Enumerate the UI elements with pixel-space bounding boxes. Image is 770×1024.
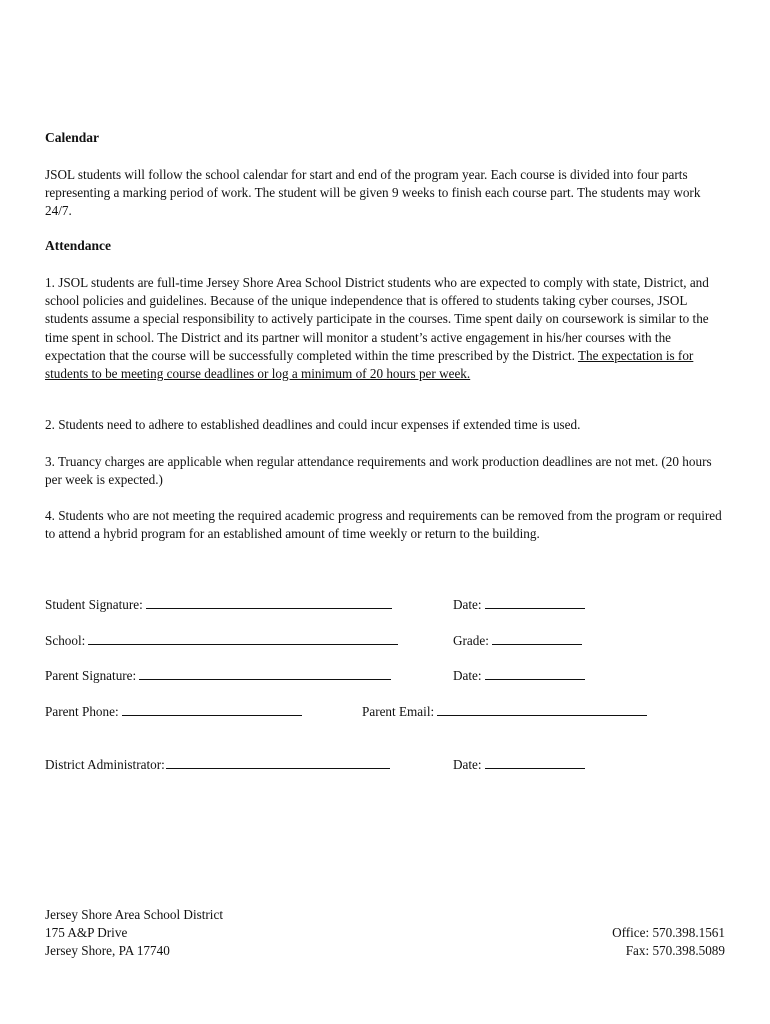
attendance-item-4: 4. Students who are not meeting the required academic progress and requirements can be removed from the program or required to attend a hybrid program for an established amount of time weekly or return to the building. — [45, 508, 722, 542]
grade-label: Grade: — [453, 633, 489, 648]
date-line-1[interactable] — [485, 596, 585, 609]
date-field-3[interactable] — [453, 756, 585, 773]
student-signature-line[interactable] — [146, 596, 392, 609]
parent-signature-field[interactable] — [45, 667, 391, 684]
footer-street: 175 A&P Drive — [45, 925, 128, 941]
attendance-item-1-underlined: The expectation is for students to be meeting course deadlines or log a minimum of 20 hours per week. — [45, 347, 694, 382]
attendance-item-1 — [45, 274, 725, 383]
parent-phone-line[interactable] — [122, 703, 302, 716]
date-line-3[interactable] — [485, 756, 585, 769]
district-admin-field[interactable] — [45, 756, 390, 773]
date-field-2[interactable] — [453, 667, 585, 684]
grade-line[interactable] — [492, 632, 582, 645]
footer-address — [45, 906, 223, 961]
footer-contact — [612, 924, 725, 960]
date-field-1[interactable] — [453, 596, 585, 613]
school-label: School: — [45, 633, 86, 648]
date-label-2: Date: — [453, 668, 482, 683]
grade-field[interactable] — [453, 632, 582, 649]
parent-phone-field[interactable] — [45, 703, 302, 720]
parent-email-line[interactable] — [437, 703, 647, 716]
attendance-item-1-text: 1. JSOL students are full-time Jersey Shore Area School District students who are expected to comply with state, District, and school policies and guidelines. Because of the unique independence that is offered to students taking cyber courses, JSOL students assume a special responsibility to actively participate in the courses. Time spent daily on coursework is similar to the time spent in school. The District and its partner will monitor a student’s active engagement in his/her courses with the expectation that the course will be successfully completed within the time prescribed by the District. — [45, 275, 709, 363]
footer-fax: Fax: 570.398.5089 — [625, 943, 725, 959]
parent-signature-label: Parent Signature: — [45, 668, 137, 683]
student-signature-label: Student Signature: — [45, 597, 143, 612]
school-field[interactable] — [45, 632, 398, 649]
date-label-1: Date: — [453, 597, 482, 612]
school-line[interactable] — [88, 632, 398, 645]
attendance-item-3: 3. Truancy charges are applicable when regular attendance requirements and work production deadlines are not met. (20 hours per week is expected.) — [45, 454, 712, 488]
parent-signature-line[interactable] — [139, 667, 391, 680]
attendance-heading: Attendance — [45, 238, 111, 253]
attendance-item-2: 2. Students need to adhere to established deadlines and could incur expenses if extended time is used. — [45, 417, 581, 432]
footer-city: Jersey Shore, PA 17740 — [45, 943, 170, 959]
footer-org: Jersey Shore Area School District — [45, 907, 223, 922]
date-line-2[interactable] — [485, 667, 585, 680]
student-signature-field[interactable] — [45, 596, 392, 613]
district-admin-label: District Administrator: — [45, 757, 165, 772]
parent-phone-label: Parent Phone: — [45, 704, 119, 719]
district-admin-line[interactable] — [166, 756, 390, 769]
footer-office: Office: 570.398.1561 — [612, 925, 725, 940]
calendar-paragraph: JSOL students will follow the school calendar for start and end of the program year. Each course is divided into four parts representing a marking period of work. The student will be given 9 weeks to finish each course part. The students may work 24/7. — [45, 167, 701, 219]
date-label-3: Date: — [453, 757, 482, 772]
parent-email-label: Parent Email: — [362, 704, 435, 719]
parent-email-field[interactable] — [362, 703, 647, 720]
calendar-heading: Calendar — [45, 130, 99, 145]
